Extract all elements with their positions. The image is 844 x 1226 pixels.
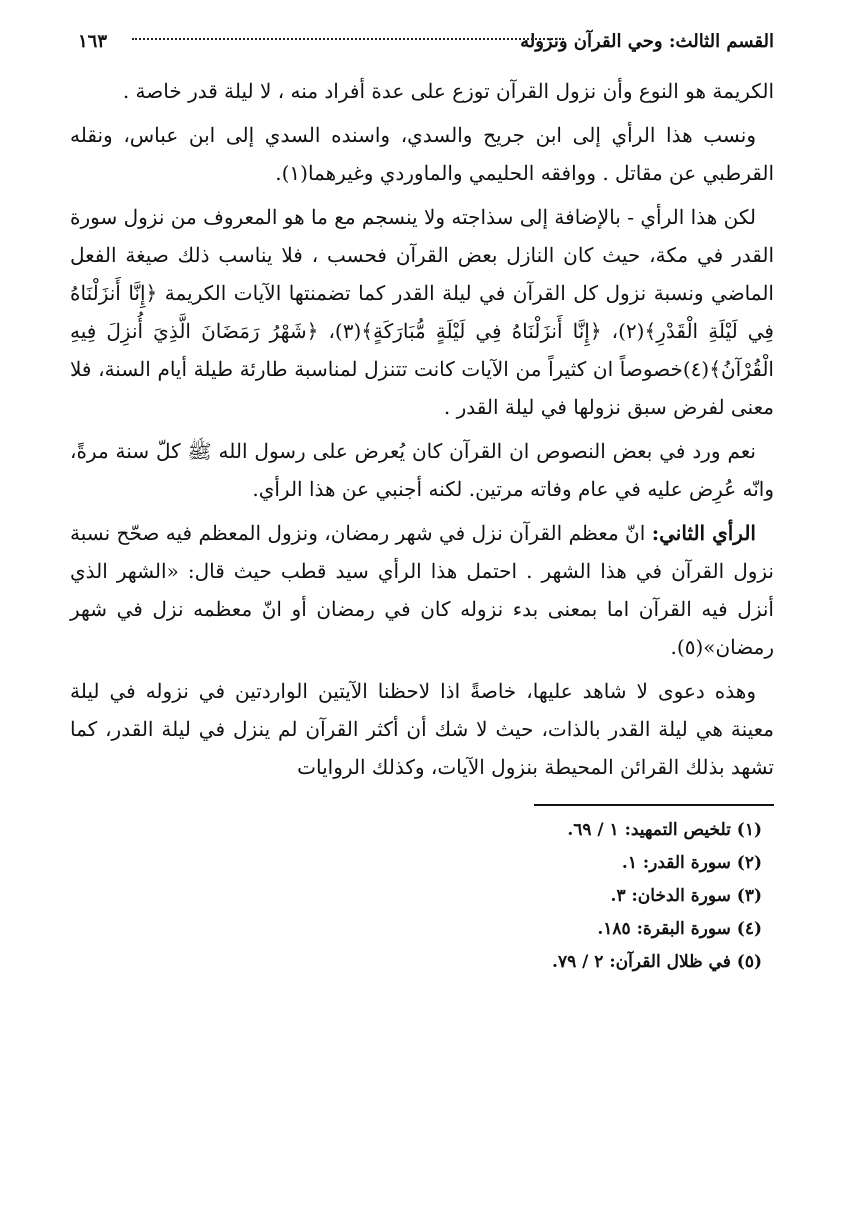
paragraph-annual-review: نعم ورد في بعض النصوص ان القرآن كان يُعرض على رسول الله ﷺ كلّ سنة مرةً، وانّه عُرِض عليه في عام وفاته مرتين. لكنه أجنبي عن هذا الرأي.	[70, 439, 774, 501]
body-text	[70, 72, 774, 786]
paragraph-critique: لكن هذا الرأي - بالإضافة إلى سذاجته ولا ينسجم مع ما هو المعروف من نزول سورة القدر في مكة، حيث كان النازل بعض القرآن فحسب ، فلا يناسب ذلك صيغة الفعل الماضي ونسبة نزول كل القرآن في ليلة القدر كما تضمنتها الآيات الكريمة ﴿إِنَّا أَنزَلْنَاهُ فِي لَيْلَةِ الْقَدْرِ﴾(٢)، ﴿إِنَّا أَنزَلْنَاهُ فِي لَيْلَةٍ مُّبَارَكَةٍ﴾(٣)، ﴿شَهْرُ رَمَضَانَ الَّذِيَ أُنزِلَ فِيهِ الْقُرْآنُ﴾(٤)خصوصاً ان كثيراً من الآيات كانت تتنزل لمناسبة طارئة طيلة أيام السنة، فلا معنى لفرض سبق نزولها في ليلة القدر .	[70, 205, 774, 419]
page-number: ١٦٣	[78, 31, 108, 52]
running-header	[70, 28, 774, 62]
paragraph-attribution: ونسب هذا الرأي إلى ابن جريح والسدي، واسنده السدي إلى ابن عباس، ونقله القرطبي عن مقاتل . ووافقه الحليمي والماوردي وغيرهما(١).	[70, 123, 774, 185]
book-page	[70, 28, 774, 979]
footnote-item: (٤) سورة البقرة: ١٨٥.	[597, 919, 762, 939]
header-dot-leader	[132, 38, 564, 40]
footnotes	[70, 814, 774, 979]
footnote-divider	[534, 804, 774, 806]
paragraph-continuation: الكريمة هو النوع وأن نزول القرآن توزع على عدة أفراد منه ، لا ليلة قدر خاصة .	[122, 79, 774, 103]
second-view-text: انّ معظم القرآن نزل في شهر رمضان، ونزول المعظم فيه صحّح نسبة نزول القرآن في هذا الشهر . احتمل هذا الرأي سيد قطب حيث قال: «الشهر الذي أنزل فيه القرآن اما بمعنى بدء نزوله كان في رمضان أو انّ معظمه نزل في شهر رمضان»(٥).	[70, 521, 774, 659]
second-view-heading: الرأي الثاني:	[651, 521, 756, 545]
paragraph-second-view	[70, 514, 774, 666]
footnote-item: (٢) سورة القدر: ١.	[621, 853, 762, 873]
footnote-item: (٥) في ظلال القرآن: ٢ / ٧٩.	[552, 952, 762, 972]
footnote-item: (٣) سورة الدخان: ٣.	[610, 886, 762, 906]
paragraph-rebuttal: وهذه دعوى لا شاهد عليها، خاصةً اذا لاحظنا الآيتين الواردتين في نزوله في ليلة معينة هي ليلة القدر بالذات، حيث لا شك أن أكثر القرآن لم ينزل في ليلة القدر، كما تشهد بذلك القرائن المحيطة بنزول الآيات، وكذلك الروايات	[70, 679, 774, 779]
chapter-title: القسم الثالث: وحي القرآن ونزوله	[520, 31, 774, 52]
footnote-item: (١) تلخيص التمهيد: ١ / ٦٩.	[567, 820, 762, 840]
